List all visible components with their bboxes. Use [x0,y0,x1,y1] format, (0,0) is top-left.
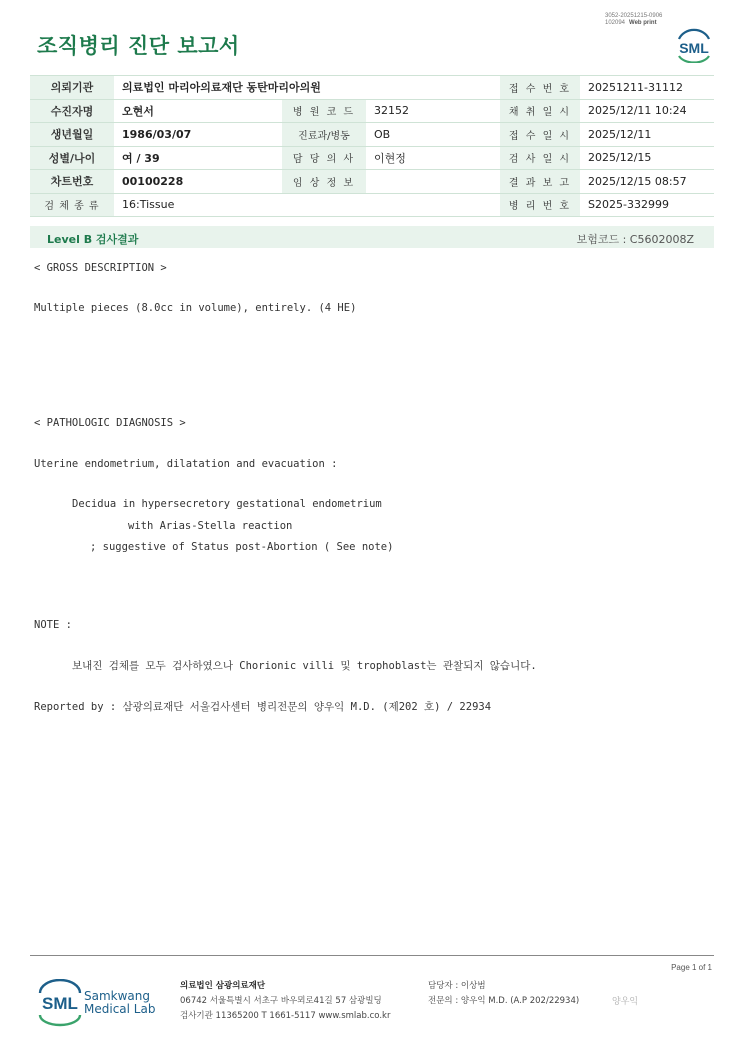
label-chart-number: 차트번호 [30,170,114,194]
print-code-line2: 102094 [605,20,626,26]
footer-org-info [180,979,390,1024]
chart-number-value: 00100228 [114,170,282,194]
patient-info-table [30,75,714,217]
table-row [30,99,714,123]
diagnosis-line-3: ; suggestive of Status post-Abortion ( See note) [90,541,394,553]
footer-divider [30,955,714,956]
specialist-name: 양우익 M.D. (A.P 202/22934) [460,996,580,1006]
receipt-date-value: 2025/12/11 [580,123,714,147]
reported-by: Reported by : 삼광의료재단 서울검사센터 병리전문의 양우익 M.D. (제202 호) / 22934 [34,701,492,713]
label-hospital-code: 병 원 코 드 [282,99,366,123]
diagnosis-site: Uterine endometrium, dilatation and evacuation : [34,458,338,470]
label-birth-date: 생년월일 [30,123,114,147]
svg-text:SML: SML [42,994,78,1013]
pathologic-diagnosis-header: < PATHOLOGIC DIAGNOSIS > [34,417,186,429]
label-specimen-type: 검 체 종 류 [30,193,114,217]
print-code [605,13,662,27]
diagnosis-line-2: with Arias-Stella reaction [128,520,293,532]
label-attending-doctor: 담 당 의 사 [282,146,366,170]
signature: 양우익 [612,997,639,1007]
label-receipt-number: 접 수 번 호 [500,76,580,100]
staff-label: 담당자 : [428,981,459,991]
requesting-institution-value: 의료법인 마리아의료재단 동탄마리아의원 [114,76,500,100]
department-value: OB [366,123,500,147]
label-exam-date: 검 사 일 시 [500,146,580,170]
label-clinical-info: 임 상 정 보 [282,170,366,194]
gross-description-header: < GROSS DESCRIPTION > [34,262,167,274]
insurance-code: 보험코드 : C5602008Z [576,233,694,246]
lab-name-line1: Samkwang [84,989,150,1003]
attending-doctor-value: 이현정 [366,146,500,170]
note-text: 보내진 검체를 모두 검사하였으나 Chorionic villi 및 trophoblast는 관찰되지 않습니다. [72,660,537,672]
footer-address: 06742 서울특별시 서초구 바우뫼로41길 57 삼광빌딩 [180,996,382,1006]
label-pathology-number: 병 리 번 호 [500,193,580,217]
lab-name [84,990,155,1016]
collection-datetime-value: 2025/12/11 10:24 [580,99,714,123]
gross-description-text: Multiple pieces (8.0cc in volume), entirely. (4 HE) [34,302,357,314]
footer-org-name: 의료법인 삼광의료재단 [180,981,266,991]
print-code-line1: 3052-20251215-0906 [605,13,663,19]
specimen-type-value: 16:Tissue [114,193,500,217]
lab-name-line2: Medical Lab [84,1002,156,1016]
table-row [30,123,714,147]
label-result-report: 결 과 보 고 [500,170,580,194]
label-requesting-institution: 의뢰기관 [30,76,114,100]
label-collection-datetime: 채 취 일 시 [500,99,580,123]
page-title: 조직병리 진단 보고서 [37,34,240,58]
sex-age-value: 여 / 39 [114,146,282,170]
table-row [30,193,714,217]
footer-contact: 검사기관 11365200 T 1661-5117 www.smlab.co.kr [180,1011,391,1021]
label-sex-age: 성별/나이 [30,146,114,170]
clinical-info-value [366,170,500,194]
pathology-number-value: S2025-332999 [580,193,714,217]
diagnosis-line-1: Decidua in hypersecretory gestational endometrium [72,498,382,510]
web-print-label: Web print [629,20,657,26]
result-report-value: 2025/12/15 08:57 [580,170,714,194]
specialist-label: 전문의 : [428,996,459,1006]
label-patient-name: 수진자명 [30,99,114,123]
sml-logo-icon [673,25,715,63]
page-number: Page 1 of 1 [671,963,712,972]
footer-staff-info [428,979,579,1009]
patient-name-value: 오현서 [114,99,282,123]
exam-date-value: 2025/12/15 [580,146,714,170]
label-department: 진료과/병동 [282,123,366,147]
table-row [30,76,714,100]
table-row [30,146,714,170]
receipt-number-value: 20251211-31112 [580,76,714,100]
hospital-code-value: 32152 [366,99,500,123]
staff-name: 이상범 [460,981,486,991]
result-level-bar [30,226,714,248]
birth-date-value: 1986/03/07 [114,123,282,147]
label-receipt-date: 접 수 일 시 [500,123,580,147]
svg-text:SML: SML [679,40,709,56]
result-level-label: Level B 검사결과 [47,233,139,246]
note-header: NOTE : [34,619,72,631]
table-row [30,170,714,194]
